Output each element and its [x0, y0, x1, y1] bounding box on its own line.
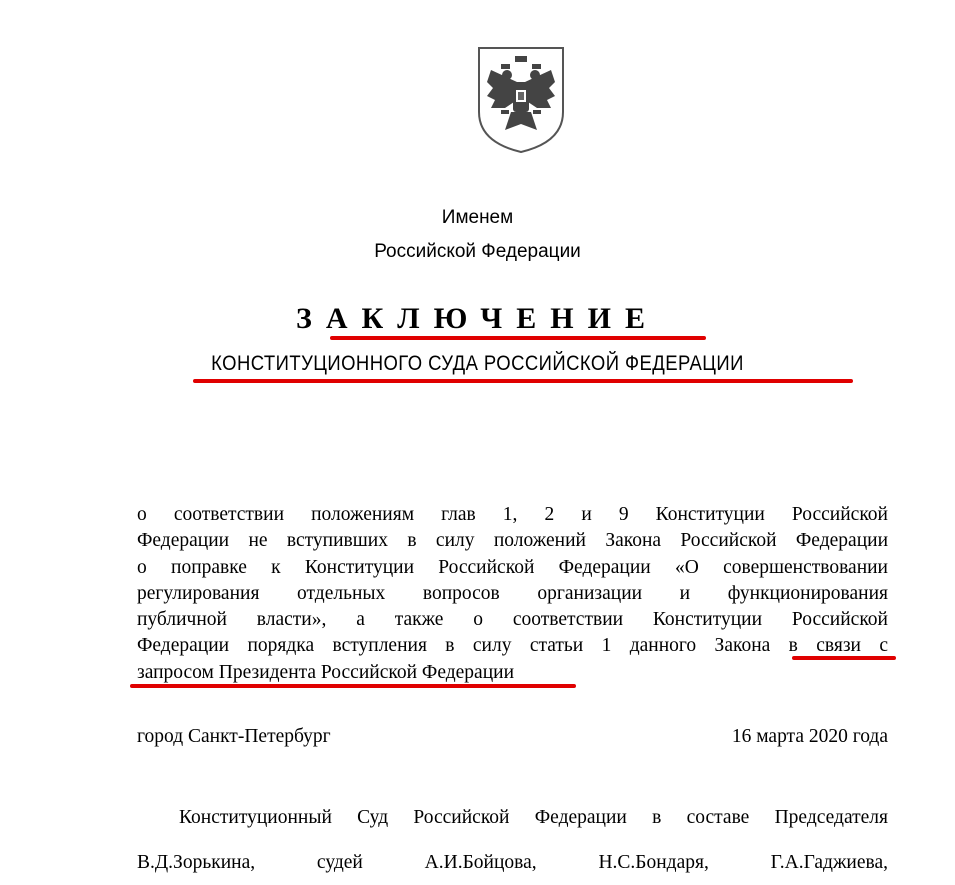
request-underline-2: [130, 684, 576, 688]
request-underline-1: [792, 656, 896, 660]
body-line: Конституционный Суд Российской Федерации в составе Председателя: [179, 807, 888, 828]
subject-line: о соответствии положениям глав 1, 2 и 9 Конституции Российской: [137, 504, 888, 525]
subject-line: запросом Президента Российской Федерации: [137, 661, 515, 683]
coat-of-arms-icon: [471, 42, 571, 155]
body-paragraph: [137, 795, 888, 885]
subject-line: о поправке к Конституции Российской Федерации «О совершенствовании: [137, 556, 888, 578]
subject-line: публичной власти», а также о соответствии Конституции Российской: [137, 609, 888, 631]
city: город Санкт-Петербург: [137, 726, 331, 747]
in-name-heading: Именем: [441, 207, 514, 228]
subject-line: Федерации не вступивших в силу положений Закона Российской Федерации: [137, 530, 888, 552]
subject-paragraph: [137, 502, 888, 686]
court-name: КОНСТИТУЦИОННОГО СУДА РОССИЙСКОЙ ФЕДЕРАЦИИ: [211, 352, 744, 375]
document-date: 16 марта 2020 года: [731, 726, 888, 747]
title-underline: [330, 336, 706, 340]
federation-heading: Российской Федерации: [374, 241, 581, 262]
document-title: ЗАКЛЮЧЕНИЕ: [296, 302, 659, 335]
court-underline: [193, 379, 853, 383]
subject-line: регулирования отдельных вопросов организации и функционирования: [137, 582, 888, 604]
body-line: В.Д.Зорькина, судей А.И.Бойцова, Н.С.Бондаря, Г.А.Гаджиева,: [137, 852, 888, 873]
subject-line: Федерации порядка вступления в силу статьи 1 данного Закона в связи с: [137, 635, 888, 657]
